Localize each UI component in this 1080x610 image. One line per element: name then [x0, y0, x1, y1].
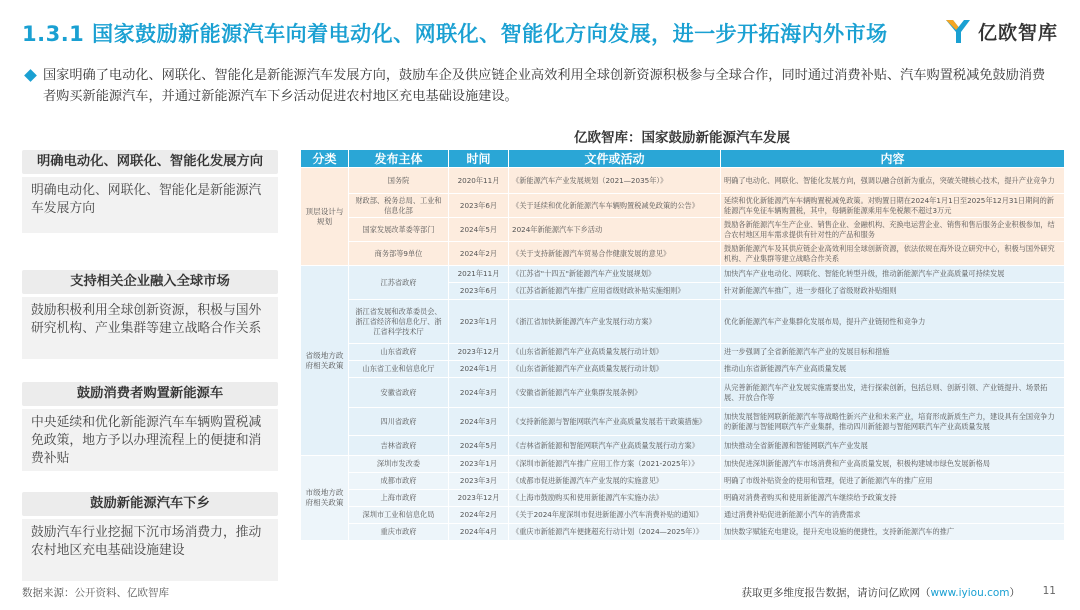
- issuer-cell: 山东省工业和信息化厅: [349, 361, 449, 378]
- document-cell: 《安徽省新能源汽车产业集群发展条例》: [509, 378, 721, 408]
- document-cell: 《支持新能源与智能网联汽车产业高质量发展若干政策措施》: [509, 408, 721, 436]
- brand-logo: [943, 16, 1058, 46]
- logo-text: 亿欧智库: [977, 21, 1058, 44]
- table-row: [301, 168, 1065, 194]
- website-link[interactable]: www.iyiou.com: [930, 587, 1010, 599]
- date-cell: 2024年2月: [449, 242, 509, 266]
- column-header: 分类: [301, 150, 349, 168]
- summary-card-title: 鼓励新能源汽车下乡: [22, 492, 278, 516]
- issuer-cell: 江苏省政府: [349, 266, 449, 300]
- document-cell: 《江苏省"十四五"新能源汽车产业发展规划》: [509, 266, 721, 283]
- summary-card: [22, 492, 278, 581]
- footer-cta-prefix: 获取更多维度报告数据，请访问亿欧网（: [741, 587, 931, 599]
- date-cell: 2020年11月: [449, 168, 509, 194]
- summary-card-body: 鼓励积极利用全球创新资源，积极与国外研究机构、产业集群等建立战略合作关系: [22, 297, 278, 359]
- document-cell: 2024年新能源汽车下乡活动: [509, 218, 721, 242]
- date-cell: 2023年12月: [449, 344, 509, 361]
- document-cell: 《重庆市新能源汽车便捷超充行动计划（2024—2025年）》: [509, 524, 721, 541]
- content-cell: 推动山东省新能源汽车产业高质量发展: [721, 361, 1065, 378]
- issuer-cell: 深圳市发改委: [349, 456, 449, 473]
- category-cell: 顶层设计与规划: [301, 168, 349, 266]
- issuer-cell: 上海市政府: [349, 490, 449, 507]
- table-row: [301, 490, 1065, 507]
- document-cell: 《新能源汽车产业发展规划（2021—2035年）》: [509, 168, 721, 194]
- document-cell: 《成都市促进新能源汽车产业发展的实施意见》: [509, 473, 721, 490]
- document-cell: 《山东省新能源汽车产业高质量发展行动计划》: [509, 361, 721, 378]
- summary-card-body: 中央延续和优化新能源汽车车辆购置税减免政策，地方予以办理流程上的便捷和消费补贴: [22, 409, 278, 471]
- logo-icon: [943, 16, 973, 46]
- content-cell: 从完善新能源汽车产业发展实施需要出发，进行探索创新，包括总则、创新引领、产业链提升、场景拓展、开放合作等: [721, 378, 1065, 408]
- content-cell: 通过消费补贴促进新能源小汽车的消费需求: [721, 507, 1065, 524]
- table-row: [301, 507, 1065, 524]
- document-cell: 《上海市鼓励购买和使用新能源汽车实施办法》: [509, 490, 721, 507]
- issuer-cell: 安徽省政府: [349, 378, 449, 408]
- date-cell: 2024年5月: [449, 436, 509, 456]
- table-row: [301, 378, 1065, 408]
- table-row: [301, 242, 1065, 266]
- footer-cta: [741, 585, 1020, 600]
- document-cell: 《吉林省新能源和智能网联汽车产业高质量发展行动方案》: [509, 436, 721, 456]
- content-cell: 延续和优化新能源汽车车辆购置税减免政策。对购置日期在2024年1月1日至2025年12月31日期间的新能源汽车免征车辆购置税，其中，每辆新能源乘用车免税额不超过3万元: [721, 194, 1065, 218]
- table-row: [301, 408, 1065, 436]
- table-row: [301, 473, 1065, 490]
- intro-paragraph: [26, 65, 1056, 107]
- issuer-cell: 浙江省发展和改革委员会、浙江省经济和信息化厅、浙江省科学技术厅: [349, 300, 449, 344]
- issuer-cell: 商务部等9单位: [349, 242, 449, 266]
- content-cell: 明确了电动化、网联化、智能化发展方向，强调以融合创新为重点，突破关键核心技术，提升产业竞争力: [721, 168, 1065, 194]
- table-row: [301, 344, 1065, 361]
- issuer-cell: 国家发展改革委等部门: [349, 218, 449, 242]
- table-row: [301, 436, 1065, 456]
- issuer-cell: 山东省政府: [349, 344, 449, 361]
- issuer-cell: 四川省政府: [349, 408, 449, 436]
- content-cell: 加快发展智能网联新能源汽车等战略性新兴产业和未来产业，培育形成新质生产力，建设具有全国竞争力的新能源与智能网联汽车产业集群，推动四川新能源与智能网联汽车产业高质量发展: [721, 408, 1065, 436]
- document-cell: 《深圳市新能源汽车推广应用工作方案（2021-2025年）》: [509, 456, 721, 473]
- policy-table: [300, 149, 1065, 541]
- table-header-row: [301, 150, 1065, 168]
- issuer-cell: 国务院: [349, 168, 449, 194]
- column-header: 文件或活动: [509, 150, 721, 168]
- summary-card-title: 支持相关企业融入全球市场: [22, 270, 278, 294]
- content-cell: 明确了市级补贴资金的使用和管理，促进了新能源汽车的推广应用: [721, 473, 1065, 490]
- document-cell: 《关于延续和优化新能源汽车车辆购置税减免政策的公告》: [509, 194, 721, 218]
- date-cell: 2023年3月: [449, 473, 509, 490]
- issuer-cell: 成都市政府: [349, 473, 449, 490]
- column-header: 时间: [449, 150, 509, 168]
- data-source: 数据来源：公开资料、亿欧智库: [22, 587, 169, 599]
- content-cell: 加快推动全省新能源和智能网联汽车产业发展: [721, 436, 1065, 456]
- date-cell: 2023年1月: [449, 300, 509, 344]
- table-row: [301, 266, 1065, 283]
- column-header: 内容: [721, 150, 1065, 168]
- issuer-cell: 吉林省政府: [349, 436, 449, 456]
- date-cell: 2024年2月: [449, 507, 509, 524]
- footer-cta-suffix: ）: [1009, 587, 1020, 599]
- date-cell: 2023年12月: [449, 490, 509, 507]
- issuer-cell: 深圳市工业和信息化局: [349, 507, 449, 524]
- summary-card-title: 鼓励消费者购置新能源车: [22, 382, 278, 406]
- date-cell: 2024年3月: [449, 378, 509, 408]
- summary-card-body: 明确电动化、网联化、智能化是新能源汽车发展方向: [22, 177, 278, 233]
- intro-text: 国家明确了电动化、网联化、智能化是新能源汽车发展方向，鼓励车企及供应链企业高效利用全球创新资源积极参与全球合作，同时通过消费补贴、汽车购置税减免鼓励消费者购买新能源汽车，并通过新能源汽车下乡活动促进农村地区充电基础设施建设。: [43, 68, 1046, 104]
- table-row: [301, 218, 1065, 242]
- content-cell: 鼓励各新能源汽车生产企业、销售企业、金融机构、充换电运营企业、销售和售后服务企业积极参加，结合农村地区用车需求提供有针对性的产品和服务: [721, 218, 1065, 242]
- issuer-cell: 财政部、税务总局、工业和信息化部: [349, 194, 449, 218]
- date-cell: 2021年11月: [449, 266, 509, 283]
- category-cell: 市级地方政府相关政策: [301, 456, 349, 541]
- date-cell: 2024年4月: [449, 524, 509, 541]
- summary-card: [22, 150, 278, 233]
- content-cell: 进一步强调了全省新能源汽车产业的发展目标和措施: [721, 344, 1065, 361]
- page-number: 11: [1042, 585, 1056, 597]
- summary-card-body: 鼓励汽车行业挖掘下沉市场消费力，推动农村地区充电基础设施建设: [22, 519, 278, 581]
- content-cell: 针对新能源汽车推广，进一步细化了省级财政补贴细则: [721, 283, 1065, 300]
- document-cell: 《江苏省新能源汽车推广应用省级财政补贴实施细则》: [509, 283, 721, 300]
- summary-card: [22, 270, 278, 359]
- column-header: 发布主体: [349, 150, 449, 168]
- date-cell: 2023年1月: [449, 456, 509, 473]
- page-title: 1.3.1 国家鼓励新能源汽车向着电动化、网联化、智能化方向发展，进一步开拓海内外市场: [22, 22, 888, 46]
- document-cell: 《山东省新能源汽车产业高质量发展行动计划》: [509, 344, 721, 361]
- table-row: [301, 524, 1065, 541]
- date-cell: 2024年1月: [449, 361, 509, 378]
- document-cell: 《关于2024年度深圳市促进新能源小汽车消费补贴的通知》: [509, 507, 721, 524]
- table-row: [301, 456, 1065, 473]
- table-row: [301, 300, 1065, 344]
- content-cell: 加快数字赋能充电建设，提升充电设施的便捷性，支持新能源汽车的推广: [721, 524, 1065, 541]
- summary-card-title: 明确电动化、网联化、智能化发展方向: [22, 150, 278, 174]
- content-cell: 明确对消费者购买和使用新能源汽车继续给予政策支持: [721, 490, 1065, 507]
- table-body: [301, 168, 1065, 541]
- content-cell: 鼓励新能源汽车及其供应链企业高效利用全球创新资源，依法依规在海外设立研究中心，积极与国外研究机构、产业集群等建立战略合作关系: [721, 242, 1065, 266]
- table-caption: 亿欧智库：国家鼓励新能源汽车发展: [574, 130, 790, 146]
- document-cell: 《关于支持新能源汽车贸易合作健康发展的意见》: [509, 242, 721, 266]
- category-cell: 省级地方政府相关政策: [301, 266, 349, 456]
- date-cell: 2023年6月: [449, 283, 509, 300]
- content-cell: 加快促进深圳新能源汽车市场消费和产业高质量发展，积极构建城市绿色发展新格局: [721, 456, 1065, 473]
- table-row: [301, 361, 1065, 378]
- table-row: [301, 194, 1065, 218]
- date-cell: 2024年5月: [449, 218, 509, 242]
- content-cell: 加快汽车产业电动化、网联化、智能化转型升级，推动新能源汽车产业高质量可持续发展: [721, 266, 1065, 283]
- document-cell: 《浙江省加快新能源汽车产业发展行动方案》: [509, 300, 721, 344]
- summary-card: [22, 382, 278, 471]
- date-cell: 2023年6月: [449, 194, 509, 218]
- content-cell: 优化新能源汽车产业集群化发展布局，提升产业链韧性和竞争力: [721, 300, 1065, 344]
- date-cell: 2024年3月: [449, 408, 509, 436]
- issuer-cell: 重庆市政府: [349, 524, 449, 541]
